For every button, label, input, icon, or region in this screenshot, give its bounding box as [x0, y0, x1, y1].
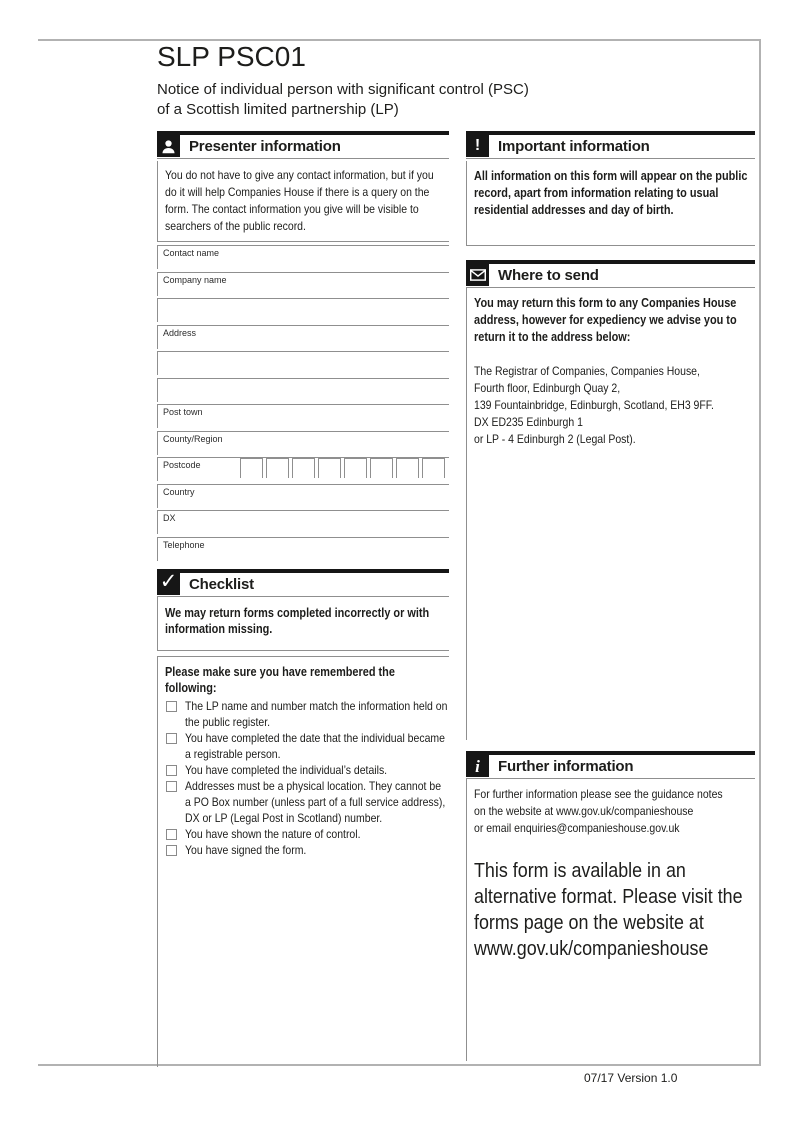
- alternative-format-text: This form is available in an alternative format. Please visit the forms page on the website at www.gov.uk/companieshouse: [474, 859, 743, 960]
- postcode-label: Postcode: [163, 460, 201, 470]
- checklist-item-text: You have completed the date that the individual became a registrable person.: [185, 730, 445, 761]
- checklist-item: [165, 698, 448, 730]
- important-information-header: [466, 131, 755, 159]
- contact-name-label: Contact name: [163, 248, 220, 258]
- address-line: or LP - 4 Edinburgh 2 (Legal Post).: [474, 432, 636, 446]
- checklist-header: [157, 569, 449, 597]
- further-information-box: [466, 779, 755, 1061]
- checklist-item-text: You have completed the individual’s details.: [185, 762, 388, 777]
- exclamation-icon: !: [466, 135, 489, 157]
- checklist-intro: Please make sure you have remembered the following:: [165, 664, 395, 695]
- further-information-header: [466, 751, 755, 779]
- form-masthead: [157, 42, 529, 121]
- presenter-information-title: Presenter information: [189, 138, 341, 155]
- checklist-title: Checklist: [189, 575, 254, 593]
- company-name-field-extra[interactable]: [157, 298, 449, 322]
- checklist-checkbox[interactable]: [166, 781, 177, 792]
- where-to-send-box: [466, 288, 755, 740]
- address-field-extra-1[interactable]: [157, 351, 449, 375]
- presenter-description: You do not have to give any contact information, but if you do it will help Companies House if there is a query on the form. The contact information you give will be visible to searchers of the public record.: [165, 168, 434, 233]
- address-line: The Registrar of Companies, Companies House,: [474, 364, 700, 378]
- checklist-checkbox[interactable]: [166, 845, 177, 856]
- important-information-text: All information on this form will appear on the public record, apart from information relating to usual residential addresses and day of birth.: [474, 169, 748, 217]
- checklist-checkbox[interactable]: [166, 701, 177, 712]
- where-to-send-header: [466, 260, 755, 288]
- checklist-item-text: You have signed the form.: [185, 842, 307, 857]
- contact-name-field[interactable]: [157, 245, 449, 269]
- postcode-cell-6[interactable]: [370, 458, 393, 478]
- country-label: Country: [163, 486, 195, 497]
- checklist-item: [165, 778, 448, 826]
- where-to-send-intro: You may return this form to any Companies House address, however for expediency we advise you to return it to the address below:: [474, 296, 737, 344]
- checklist-items-box: [157, 656, 449, 1067]
- address-field-extra-2[interactable]: [157, 378, 449, 402]
- form-subtitle-line1: Notice of individual person with significant control (PSC): [157, 80, 529, 98]
- post-town-label: Post town: [163, 407, 203, 417]
- checklist-item-text: The LP name and number match the information held on the public register.: [185, 698, 448, 729]
- presenter-description-box: [157, 161, 449, 242]
- checklist-item: [165, 762, 448, 778]
- person-icon: [157, 135, 180, 157]
- checklist-warning: We may return forms completed incorrectly or with information missing.: [165, 605, 430, 636]
- postcode-cell-7[interactable]: [396, 458, 419, 478]
- further-information-text: [474, 786, 752, 837]
- further-information-line: For further information please see the guidance notes: [474, 787, 723, 801]
- dx-label: DX: [163, 513, 176, 523]
- postcode-cell-1[interactable]: [240, 458, 263, 478]
- postcode-cell-2[interactable]: [266, 458, 289, 478]
- further-information-title: Further information: [498, 758, 634, 775]
- company-name-field[interactable]: [157, 272, 449, 296]
- checklist-item: [165, 826, 448, 842]
- county-region-label: County/Region: [163, 433, 223, 444]
- right-column: [466, 131, 755, 1061]
- address-line: Fourth floor, Edinburgh Quay 2,: [474, 381, 621, 395]
- postcode-cell-8[interactable]: [422, 458, 445, 478]
- form-subtitle-line2: of a Scottish limited partnership (LP): [157, 101, 399, 119]
- info-icon: i: [466, 755, 489, 777]
- telephone-label: Telephone: [163, 539, 205, 550]
- return-address: [474, 363, 752, 448]
- presenter-information-header: [157, 131, 449, 159]
- page-right-rule: [759, 39, 761, 1066]
- page-top-rule: [38, 39, 760, 41]
- where-to-send-title: Where to send: [498, 267, 599, 284]
- presenter-fields: [157, 245, 449, 561]
- checklist-warning-box: [157, 597, 449, 651]
- address-line: DX ED235 Edinburgh 1: [474, 415, 583, 429]
- address-line: 139 Fountainbridge, Edinburgh, Scotland, EH3 9FF.: [474, 398, 714, 412]
- important-information-title: Important information: [498, 138, 650, 155]
- checklist-item-text: Addresses must be a physical location. They cannot be a PO Box number (unless part of a full service address), DX or LP (Legal Post in Scotland) number.: [185, 778, 446, 825]
- postcode-cells: [240, 458, 445, 478]
- form-subtitle: [157, 80, 529, 121]
- post-town-field[interactable]: [157, 404, 449, 428]
- postcode-cell-5[interactable]: [344, 458, 367, 478]
- county-region-field[interactable]: [157, 431, 449, 455]
- checklist-item: [165, 842, 448, 858]
- checklist-item-text: You have shown the nature of control.: [185, 826, 361, 841]
- postcode-cell-4[interactable]: [318, 458, 341, 478]
- left-column: [157, 131, 449, 1067]
- checklist-checkbox[interactable]: [166, 829, 177, 840]
- version-label: 07/17 Version 1.0: [584, 1071, 678, 1085]
- checkmark-icon: ✓: [157, 573, 180, 595]
- checklist-item: [165, 730, 448, 762]
- form-code: SLP PSC01: [157, 41, 306, 72]
- postcode-cell-3[interactable]: [292, 458, 315, 478]
- telephone-field[interactable]: [157, 537, 449, 561]
- checklist-checkbox[interactable]: [166, 765, 177, 776]
- country-field[interactable]: [157, 484, 449, 508]
- address-field[interactable]: [157, 325, 449, 349]
- checklist-checkbox[interactable]: [166, 733, 177, 744]
- further-information-line: on the website at www.gov.uk/companieshouse: [474, 804, 694, 818]
- address-label: Address: [163, 327, 197, 338]
- further-information-line: or email enquiries@companieshouse.gov.uk: [474, 821, 680, 835]
- envelope-icon: [466, 264, 489, 286]
- postcode-field[interactable]: [157, 457, 449, 481]
- important-information-box: [466, 161, 755, 246]
- dx-field[interactable]: [157, 510, 449, 534]
- company-name-label: Company name: [163, 274, 227, 285]
